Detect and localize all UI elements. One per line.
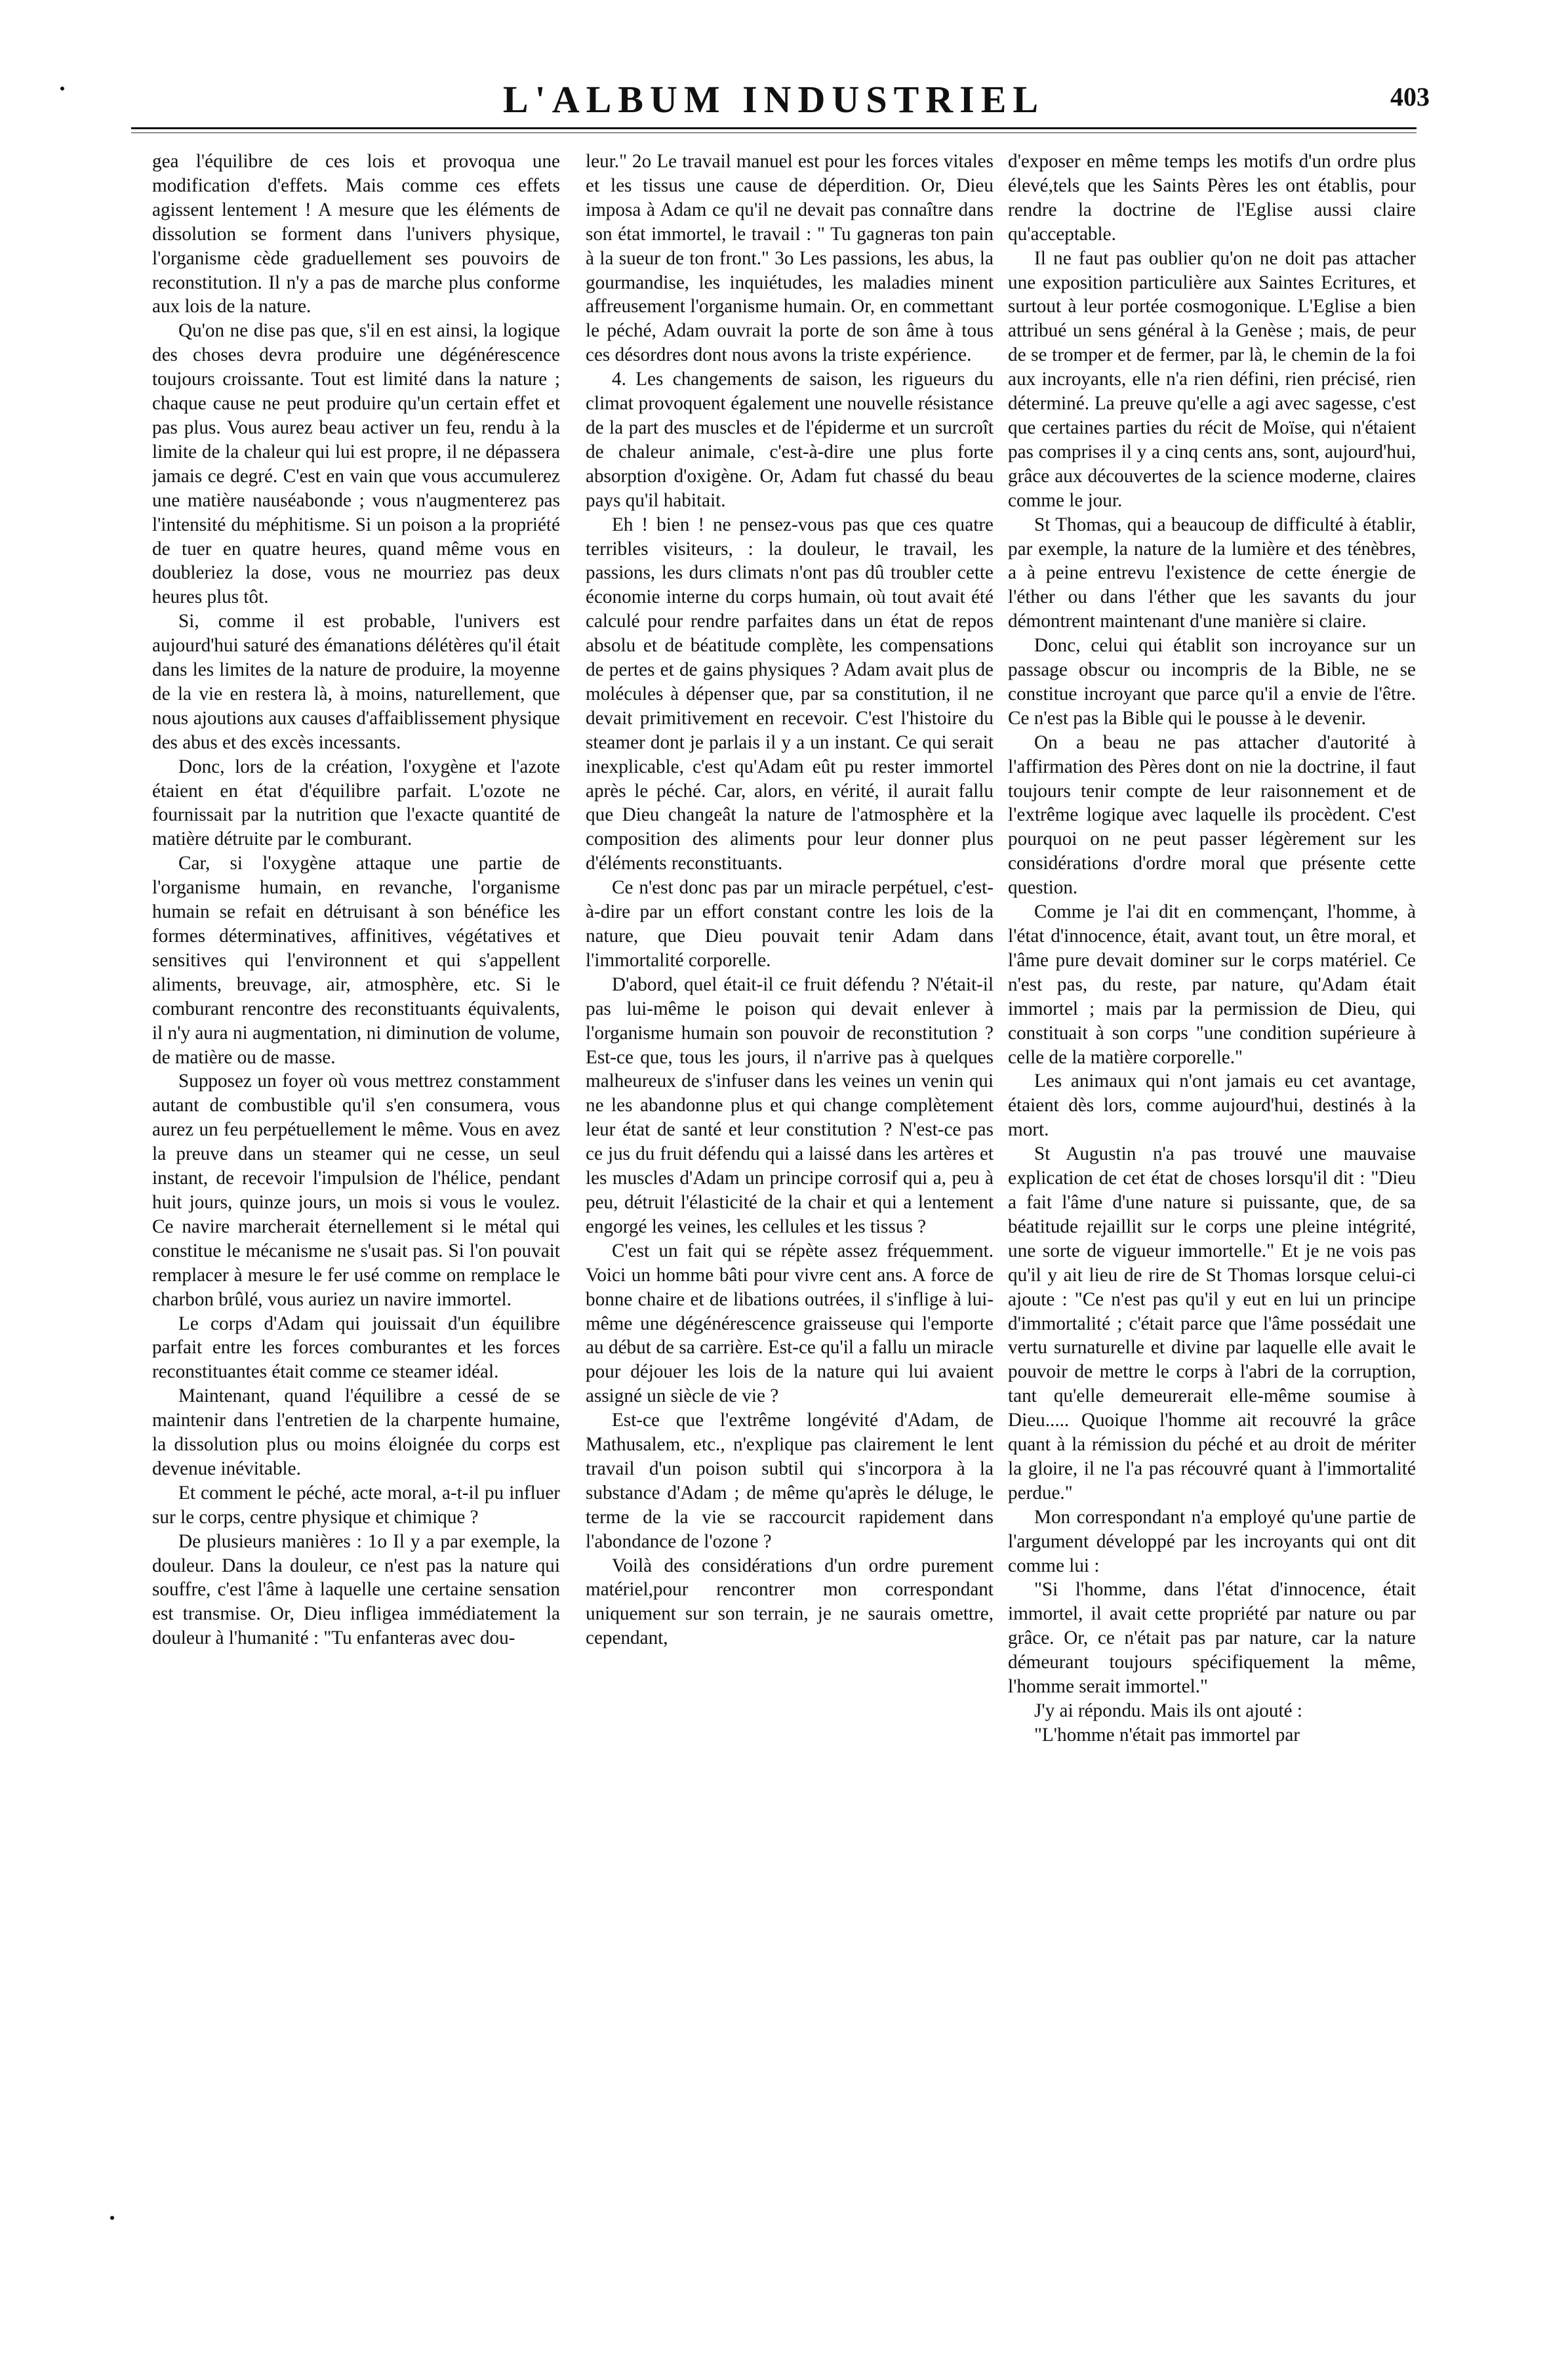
paragraph: leur." 2o Le travail manuel est pour les forces vitales et les tissus une cause de déperdition. Or, Dieu imposa à Adam ce qu'il ne devait pas connaître dans son état immortel, le travail : " Tu gagneras ton pain à la sueur de ton front." 3o Les passions, les abus, la gourmandise, les inquiétudes, les maladies minent affreusement l'organisme humain. Or, en commettant le péché, Adam ouvrait la porte de son âme à tous ces désordres dont nous avons la triste expérience.	[586, 151, 994, 366]
paragraph: Il ne faut pas oublier qu'on ne doit pas attacher une exposition particulière aux Saintes Ecritures, et surtout à leur portée cosmogonique. L'Eglise a bien attribué un sens général à la Genèse ; mais, de peur de se tromper et de fermer, par là, le chemin de la foi aux incroyants, elle n'a rien défini, rien précisé, rien déterminé. La preuve qu'elle a agi avec sagesse, c'est que certaines parties du récit de Moïse, qui n'étaient pas comprises il y a cinq cents ans, sont, aujourd'hui, grâce aux découvertes de la science moderne, claires comme le jour.	[1008, 247, 1416, 511]
paragraph: Eh ! bien ! ne pensez-vous pas que ces quatre terribles visiteurs, : la douleur, le travail, les passions, les durs climats n'ont pas dû troubler cette économie interne du corps humain, où tout avait été calculé pour rendre parfaites dans un état de repos absolu et de béatitude complète, les compensations de pertes et de gains physiques ? Adam avait plus de molécules à dépenser que, par sa constitution, il ne devait primitivement en recevoir. C'est l'histoire du steamer dont je parlais il y a un instant. Ce qui serait inexplicable, c'est qu'Adam eût pu rester immortel après le péché. Car, alors, en vérité, il aurait fallu que Dieu changeât la nature de l'atmosphère et la composition des aliments pour leur donner plus d'éléments reconstituants.	[586, 514, 994, 874]
paragraph: Supposez un foyer où vous mettrez constamment autant de combustible qu'il s'en consumera, vous aurez un feu perpétuellement le même. Vous en avez la preuve dans un steamer qui ne cesse, un seul instant, de recevoir l'impulsion de l'hélice, pendant huit jours, quinze jours, un mois si vous le voulez. Ce navire marcherait éternellement si le métal qui constitue le mécanisme ne s'usait pas. Si l'on pouvait remplacer à mesure le fer usé comme on remplace le charbon brûlé, vous auriez un navire immortel.	[152, 1071, 560, 1310]
paragraph: St Augustin n'a pas trouvé une mauvaise explication de cet état de choses lorsqu'il dit : "Dieu a fait l'âme d'une nature si puissante, que, de sa béatitude rejaillit sur le corps une pleine intégrité, une sorte de vigueur immortelle." Et je ne vois pas qu'il y ait lieu de rire de St Thomas lorsque celui-ci ajoute : "Ce n'est pas qu'il y eut en lui un principe d'immortalité ; c'était parce que l'âme possédait une vertu surnaturelle et divine par laquelle elle avait le pouvoir de mettre le corps à l'abri de la corruption, tant qu'elle demeurerait elle-même soumise à Dieu..... Quoique l'homme ait recouvré la grâce quant à la rémission du péché et au droit de mériter la gloire, il ne l'a pas récouvré quant à l'immortalité perdue."	[1008, 1143, 1416, 1503]
paragraph: 4. Les changements de saison, les rigueurs du climat provoquent également une nouvelle résistance de la part des muscles et de l'épiderme et un surcroît de chaleur animale, c'est-à-dire une plus forte absorption d'oxigène. Or, Adam fut chassé du beau pays qu'il habitait.	[586, 369, 994, 511]
paragraph: Les animaux qui n'ont jamais eu cet avantage, étaient dès lors, comme aujourd'hui, destinés à la mort.	[1008, 1071, 1416, 1141]
paragraph: Si, comme il est probable, l'univers est aujourd'hui saturé des émanations délétères qu'il était dans les limites de la nature de produire, la moyenne de la vie en restera là, à moins, naturellement, que nous ajoutions aux causes d'affaiblissement physique des abus et des excès incessants.	[152, 611, 560, 753]
paragraph: De plusieurs manières : 1o Il y a par exemple, la douleur. Dans la douleur, ce n'est pas la nature qui souffre, c'est l'âme à laquelle une certaine sensation est transmise. Or, Dieu infligea immédiatement la douleur à l'humanité : "Tu enfanteras avec dou-	[152, 1530, 560, 1649]
print-speck	[110, 2216, 114, 2220]
paragraph: "Si l'homme, dans l'état d'innocence, était immortel, il avait cette propriété par nature ou par grâce. Or, ce n'était pas par nature, car la nature démeurant toujours spécifiquement la même, l'homme serait immortel."	[1008, 1579, 1416, 1698]
text-column-2	[586, 150, 994, 2347]
paragraph: J'y ai répondu. Mais ils ont ajouté :	[1034, 1700, 1302, 1721]
paragraph: "L'homme n'était pas immortel par	[1034, 1724, 1300, 1746]
paragraph: d'exposer en même temps les motifs d'un ordre plus élevé,tels que les Saints Pères les ont établis, pour rendre la doctrine de l'Eglise aussi claire qu'acceptable.	[1008, 151, 1416, 245]
print-speck	[60, 87, 64, 91]
publication-title: L'ALBUM INDUSTRIEL	[502, 78, 1045, 121]
paragraph: Ce n'est donc pas par un miracle perpétuel, c'est-à-dire par un effort constant contre les lois de la nature, que Dieu pouvait tenir Adam dans l'immortalité corporelle.	[586, 877, 994, 971]
paragraph: Mon correspondant n'a employé qu'une partie de l'argument développé par les incroyants qui ont dit comme lui :	[1008, 1506, 1416, 1576]
paragraph: Comme je l'ai dit en commençant, l'homme, à l'état d'innocence, était, avant tout, un être moral, et l'âme pure devait dominer sur le corps matériel. Ce n'est pas, du reste, par nature, qu'Adam était immortel ; mais par la permission de Dieu, qui constituait à son corps "une condition supérieure à celle de la matière corporelle."	[1008, 901, 1416, 1068]
header-rule	[131, 127, 1417, 129]
paragraph: D'abord, quel était-il ce fruit défendu ? N'était-il pas lui-même le poison qui devait enlever à l'organisme humain son pouvoir de reconstitution ? Est-ce que, tous les jours, il n'arrive pas à quelques malheureux de s'infuser dans les veines un venin qui ne les abandonne plus et qui change complètement leur état de santé et leur constitution ? N'est-ce pas ce jus du fruit défendu qui a laissé dans les artères et les muscles d'Adam un principe corrosif qui a, peu à peu, détruit l'élasticité de la chair et qui a lentement engorgé les veines, les cellules et les tissus ?	[586, 973, 994, 1237]
paragraph: St Thomas, qui a beaucoup de difficulté à établir, par exemple, la nature de la lumière et des ténèbres, a à peine entrevu l'existence de cette énergie de l'éther ou dans l'éther que les savants du jour démontrent maintenant d'une manière si claire.	[1008, 514, 1416, 632]
paragraph: Le corps d'Adam qui jouissait d'un équilibre parfait entre les forces comburantes et les forces reconstituantes était comme ce steamer idéal.	[152, 1313, 560, 1383]
text-column-1	[152, 150, 560, 2347]
paragraph: Donc, celui qui établit son incroyance sur un passage obscur ou incompris de la Bible, ne se constitue incroyant que parce qu'il a envie de l'être. Ce n'est pas la Bible qui le pousse à le devenir.	[1008, 635, 1416, 729]
paragraph: Est-ce que l'extrême longévité d'Adam, de Mathusalem, etc., n'explique pas clairement le lent travail d'un poison subtil qui s'incorpora à la substance d'Adam ; de même qu'après le déluge, le terme de la vie se raccourcit rapidement dans l'abondance de l'ozone ?	[586, 1410, 994, 1552]
paragraph: On a beau ne pas attacher d'autorité à l'affirmation des Pères dont on nie la doctrine, il faut toujours tenir compte de leur raisonnement et de l'extrême logique avec laquelle ils procèdent. C'est pourquoi on ne peut passer légèrement sur les considérations d'ordre moral que présente cette question.	[1008, 731, 1416, 899]
paragraph: Maintenant, quand l'équilibre a cessé de se maintenir dans l'entretien de la charpente humaine, la dissolution plus ou moins éloignée du corps est devenue inévitable.	[152, 1385, 560, 1479]
paragraph: gea l'équilibre de ces lois et provoqua une modification d'effets. Mais comme ces effets agissent lentement ! A mesure que les éléments de dissolution se forment dans l'univers physique, l'organisme cède graduellement ses pouvoirs de reconstitution. Il n'y a pas de marche plus conforme aux lois de la nature.	[152, 151, 560, 317]
page-number: 403	[1390, 82, 1430, 112]
paragraph: Et comment le péché, acte moral, a-t-il pu influer sur le corps, centre physique et chimique ?	[152, 1482, 560, 1528]
paragraph: Car, si l'oxygène attaque une partie de l'organisme humain, en revanche, l'organisme humain se refait en détruisant à son bénéfice les formes déterminatives, affinitives, végétatives et sensitives qui l'environnent et qui s'appellent aliments, breuvage, air, atmosphère, etc. Si le comburant rencontre des reconstituants équivalents, il n'y aura ni augmentation, ni diminution de volume, de matière ou de masse.	[152, 853, 560, 1068]
paragraph: Qu'on ne dise pas que, s'il en est ainsi, la logique des choses devra produire une dégénérescence toujours croissante. Tout est limité dans la nature ; chaque cause ne peut produire qu'un certain effet et pas plus. Vous aurez beau activer un feu, rendu à la limite de la chaleur qui lui est propre, il ne dépassera jamais ce degré. C'est en vain que vous accumulerez une matière nauséabonde ; vous n'augmenterez pas l'intensité du méphitisme. Si un poison a la propriété de tuer en quatre heures, quand même vous en doubleriez la dose, vous ne mourriez pas deux heures plus tôt.	[152, 320, 560, 608]
text-column-3	[1008, 150, 1416, 2347]
paragraph: Voilà des considérations d'un ordre purement matériel,pour rencontrer mon correspondant uniquement sur son terrain, je ne saurais omettre, cependant,	[586, 1555, 994, 1649]
paragraph: Donc, lors de la création, l'oxygène et l'azote étaient en état d'équilibre parfait. L'ozote ne fournissait par la nutrition que l'exacte quantité de matière détruite par le comburant.	[152, 756, 560, 850]
paragraph: C'est un fait qui se répète assez fréquemment. Voici un homme bâti pour vivre cent ans. A force de bonne chaire et de libations outrées, il s'inflige à lui-même une dégénérescence graisseuse qui l'emporte au début de sa carrière. Est-ce qu'il a fallu un miracle pour déjouer les lois de la nature qui lui avaient assigné un siècle de vie ?	[586, 1240, 994, 1407]
